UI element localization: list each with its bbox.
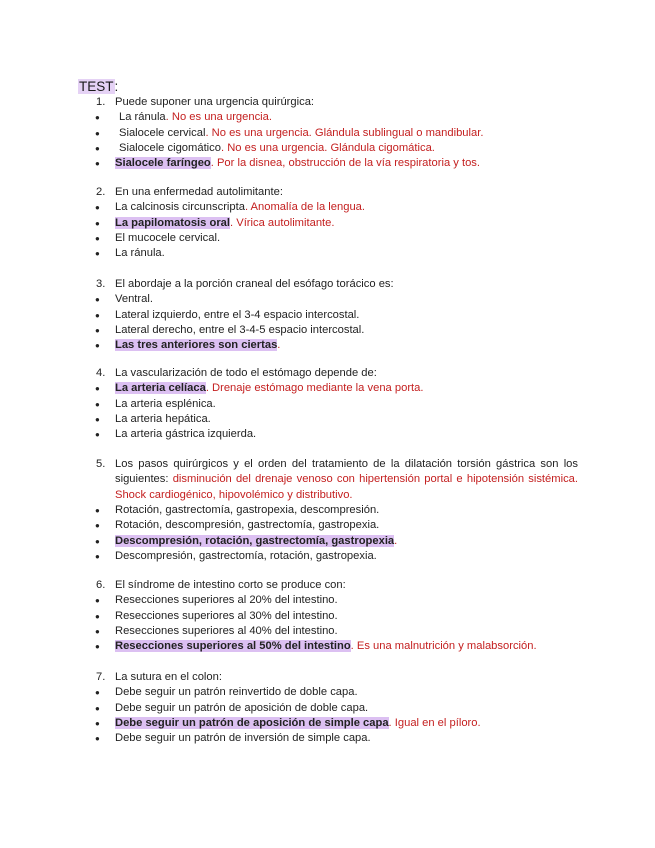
bullet-icon: ● — [95, 249, 100, 259]
bullet-icon: ● — [95, 203, 100, 213]
bullet-icon: ● — [95, 430, 100, 440]
option: ● Debe seguir un patrón reinvertido de doble capa. — [0, 685, 655, 700]
option: ● Lateral derecho, entre el 3-4-5 espacio intercostal. — [0, 323, 655, 338]
bullet-icon: ● — [95, 642, 100, 652]
bullet-icon: ● — [95, 295, 100, 305]
bullet-icon: ● — [95, 551, 100, 561]
bullet-icon: ● — [95, 703, 100, 713]
page-title — [78, 78, 118, 95]
option-correct: ● Las tres anteriores son ciertas. — [0, 338, 655, 353]
question-stem: 4. La vascularización de todo el estómago depende de: — [96, 367, 377, 379]
bullet-icon: ● — [95, 384, 100, 394]
question-3 — [0, 277, 655, 353]
question-stem: 3. El abordaje a la porción craneal del esófago torácico es: — [96, 278, 394, 290]
bullet-icon: ● — [95, 718, 100, 728]
question-4 — [0, 366, 655, 442]
option: ● Debe seguir un patrón de inversión de simple capa. — [0, 731, 655, 746]
option-correct: ● La arteria celíaca. Drenaje estómago mediante la vena porta. — [0, 381, 655, 396]
question-stem: 6. El síndrome de intestino corto se produce con: — [96, 579, 346, 591]
bullet-icon: ● — [95, 506, 100, 515]
option: ● La arteria gástrica izquierda. — [0, 427, 655, 442]
bullet-icon: ● — [95, 233, 100, 243]
option: ● Rotación, descompresión, gastrectomía, gastropexia. — [0, 518, 655, 533]
bullet-icon: ● — [95, 143, 100, 153]
option: ● La ránula. No es una urgencia. — [0, 110, 655, 125]
bullet-icon: ● — [95, 159, 100, 169]
option-correct: ● Resecciones superiores al 50% del intestino. Es una malnutrición y malabsorción. — [0, 639, 655, 654]
question-6 — [0, 578, 655, 654]
bullet-icon: ● — [95, 128, 100, 138]
title-text: TEST — [79, 79, 114, 94]
bullet-icon: ● — [95, 521, 100, 531]
option: ● La ránula. — [0, 246, 655, 261]
title-colon: : — [114, 79, 119, 94]
question-stem: 1. Puede suponer una urgencia quirúrgica: — [96, 96, 315, 108]
bullet-icon: ● — [95, 734, 100, 744]
option: ● Ventral. — [0, 292, 655, 307]
option: ● Lateral izquierdo, entre el 3-4 espacio intercostal. — [0, 308, 655, 323]
option: ● La arteria hepática. — [0, 412, 655, 427]
question-5 — [0, 457, 655, 564]
bullet-icon: ● — [95, 325, 100, 335]
option-correct: ● Descompresión, rotación, gastrectomía, gastropexia. — [0, 534, 655, 549]
question-2 — [0, 185, 655, 261]
question-stem: 5. Los pasos quirúrgicos y el orden del tratamiento de la dilatación torsión gástrica son los siguientes: disminución del drenaje venoso con hipertensión portal e hipotensión sistémica. Shock cardiogénico, hipovolémico y distributivo. — [96, 458, 578, 501]
bullet-icon: ● — [95, 310, 100, 320]
question-7 — [0, 670, 655, 746]
bullet-icon: ● — [95, 626, 100, 636]
question-stem: 7. La sutura en el colon: — [96, 671, 222, 683]
option: ● La calcinosis circunscripta. Anomalía de la lengua. — [0, 200, 655, 215]
bullet-icon: ● — [95, 414, 100, 424]
option: ● Resecciones superiores al 30% del intestino. — [0, 609, 655, 624]
question-stem: 2. En una enfermedad autolimitante: — [96, 186, 283, 198]
option: ● El mucocele cervical. — [0, 231, 655, 246]
question-1 — [0, 95, 655, 171]
bullet-icon: ● — [95, 536, 100, 546]
bullet-icon: ● — [95, 218, 100, 228]
option: ● Rotación, gastrectomía, gastropexia, descompresión. — [0, 503, 655, 518]
option: ● Debe seguir un patrón de aposición de doble capa. — [0, 701, 655, 716]
bullet-icon: ● — [95, 113, 100, 123]
option-correct: ● Debe seguir un patrón de aposición de simple capa. Igual en el píloro. — [0, 716, 655, 731]
option: ● Descompresión, gastrectomía, rotación, gastropexia. — [0, 549, 655, 564]
bullet-icon: ● — [95, 399, 100, 409]
option: ● Resecciones superiores al 20% del intestino. — [0, 593, 655, 608]
option-correct: ● Sialocele faríngeo. Por la disnea, obstrucción de la vía respiratoria y tos. — [0, 156, 655, 171]
option: ● La arteria esplénica. — [0, 397, 655, 412]
bullet-icon: ● — [95, 596, 100, 606]
option: ● Sialocele cervical. No es una urgencia. Glándula sublingual o mandibular. — [0, 126, 655, 141]
option: ● Resecciones superiores al 40% del intestino. — [0, 624, 655, 639]
option: ● Sialocele cigomático. No es una urgencia. Glándula cigomática. — [0, 141, 655, 156]
bullet-icon: ● — [95, 341, 100, 351]
bullet-icon: ● — [95, 611, 100, 621]
option-correct: ● La papilomatosis oral. Vírica autolimitante. — [0, 216, 655, 231]
bullet-icon: ● — [95, 688, 100, 698]
